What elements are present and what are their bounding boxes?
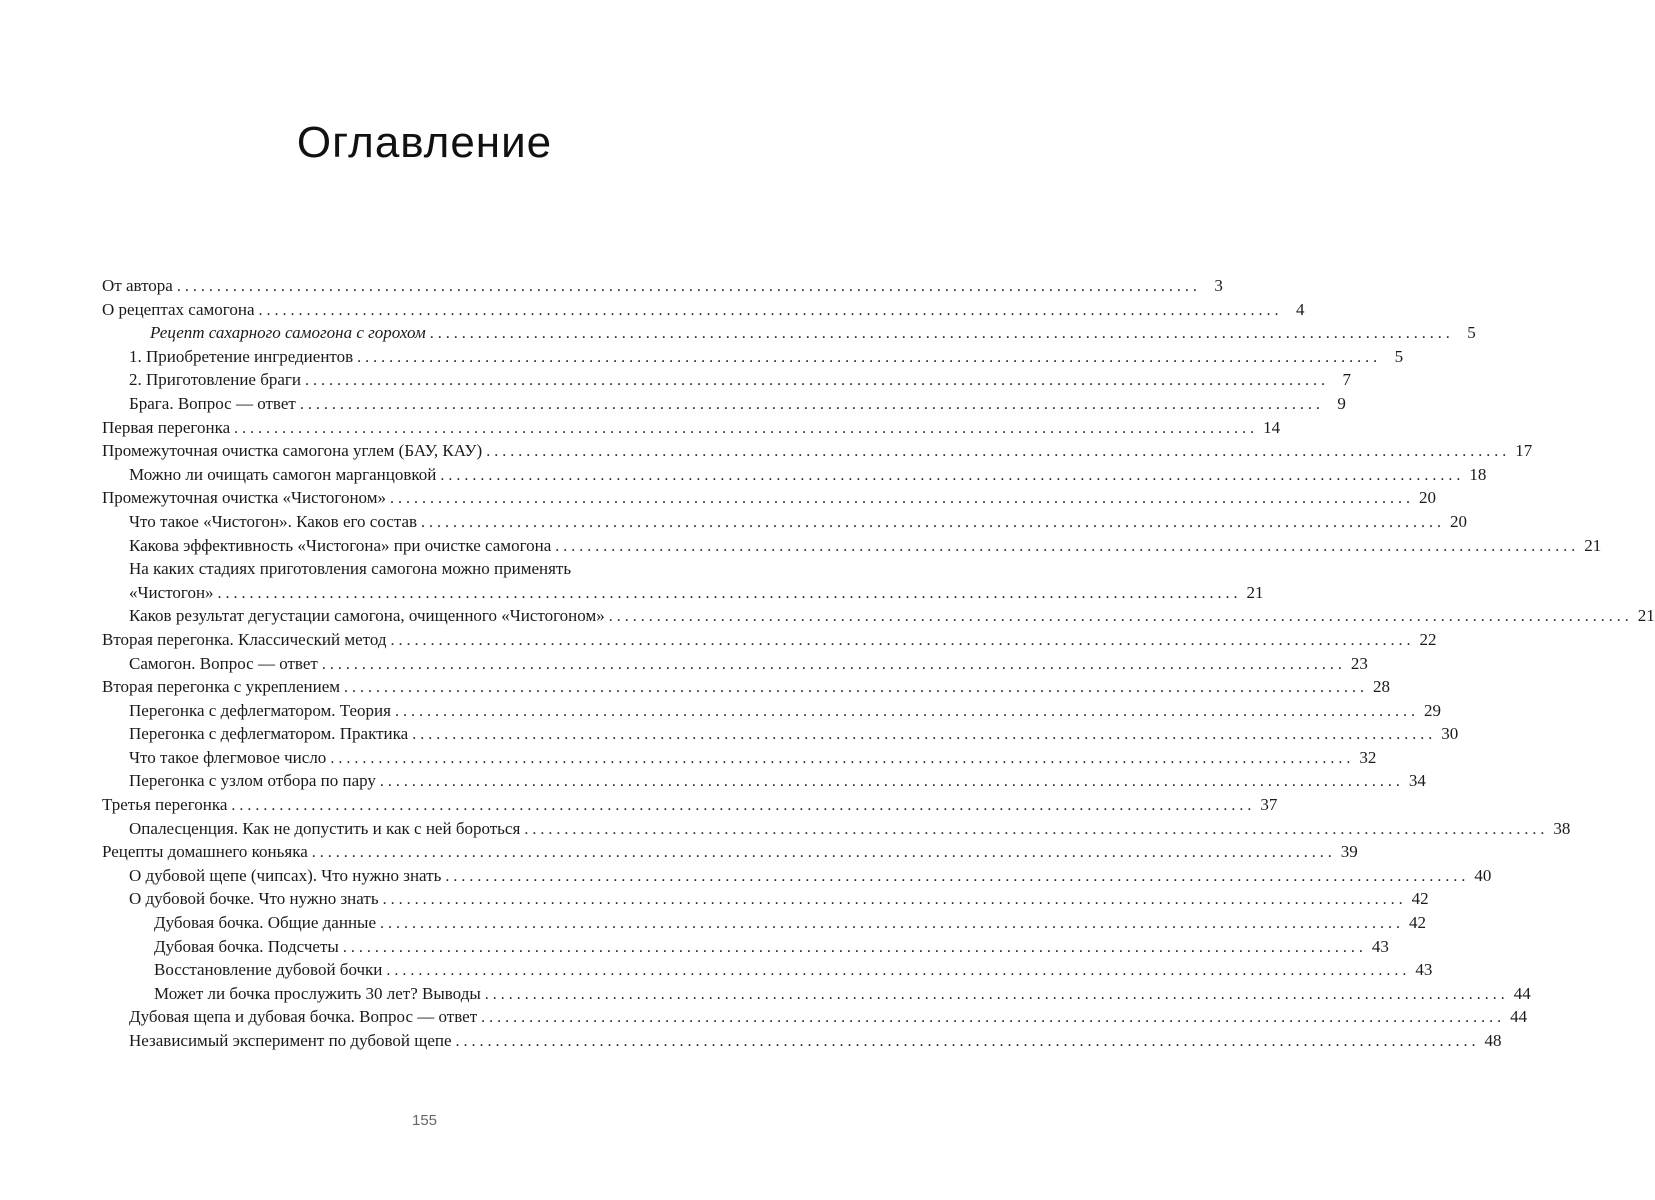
toc-entry — [102, 911, 1427, 935]
toc-entry — [102, 793, 1278, 817]
toc-entry-title: Перегонка с дефлегматором. Теория — [129, 700, 391, 720]
toc-entry-page: 20 — [1450, 511, 1468, 531]
toc-entry — [102, 557, 748, 581]
toc-entry-page: 28 — [1373, 677, 1391, 697]
toc-entry-title: Рецепт сахарного самогона с горохом — [150, 323, 426, 343]
toc-entry — [102, 935, 1389, 959]
toc-leader-dots — [555, 535, 1575, 559]
toc-entry-title: Самогон. Вопрос — ответ — [129, 653, 318, 673]
toc-entry-page: 29 — [1423, 700, 1441, 720]
toc-entry-title: Брага. Вопрос — ответ — [129, 393, 296, 413]
toc-leader-dots — [300, 393, 1320, 417]
toc-entry-page: 44 — [1513, 983, 1531, 1003]
toc-entry-title: На каких стадиях приготовления самогона можно применять — [129, 559, 572, 579]
toc-entry-page: 32 — [1359, 747, 1377, 767]
toc-entry — [102, 628, 1437, 652]
toc-leader-dots — [380, 770, 1400, 794]
toc-leader-dots — [486, 440, 1506, 464]
toc-entry — [102, 345, 1404, 369]
toc-entry — [102, 510, 1468, 534]
toc-entry-page: 21 — [1584, 535, 1602, 555]
toc-entry — [102, 604, 1655, 628]
toc-entry — [102, 675, 1391, 699]
toc-entry — [102, 463, 1487, 487]
toc-entry-title: О дубовой бочке. Что нужно знать — [129, 889, 379, 909]
toc-leader-dots — [357, 346, 1377, 370]
toc-leader-dots — [386, 959, 1406, 983]
toc-entry-page: 3 — [1214, 276, 1223, 295]
toc-entry-title: Что такое «Чистогон». Каков его состав — [129, 511, 418, 531]
toc-entry — [102, 368, 1351, 392]
toc-entry-page: 9 — [1337, 393, 1346, 413]
toc-entry — [102, 769, 1426, 793]
toc-entry-page: 22 — [1419, 629, 1437, 649]
toc-leader-dots — [330, 747, 1350, 771]
toc-entry-title: Перегонка с узлом отбора по пару — [129, 771, 376, 791]
toc-leader-dots — [344, 676, 1364, 700]
toc-entry-title: Первая перегонка — [102, 417, 231, 437]
toc-leader-dots — [456, 1030, 1476, 1054]
toc-leader-dots — [218, 582, 1238, 606]
toc-entry-page: 21 — [1246, 582, 1264, 602]
toc-entry — [102, 864, 1492, 888]
toc-entry-page: 21 — [1637, 606, 1655, 626]
toc-leader-dots — [177, 275, 1197, 299]
toc-entry-page: 5 — [1467, 323, 1476, 343]
toc-entry-page: 38 — [1553, 818, 1571, 838]
toc-entry-title: Промежуточная очистка «Чистогоном» — [102, 488, 386, 508]
toc-entry-title: Вторая перегонка. Классический метод — [102, 629, 387, 649]
toc-leader-dots — [380, 912, 1400, 936]
toc-entry-title: Третья перегонка — [102, 795, 228, 815]
toc-entry-title: От автора — [102, 276, 173, 295]
toc-leader-dots — [343, 936, 1363, 960]
toc-entry-title: Перегонка с дефлегматором. Практика — [129, 724, 409, 744]
table-of-contents — [102, 274, 1655, 1053]
toc-leader-dots — [445, 865, 1465, 889]
toc-entry — [102, 581, 1264, 605]
toc-leader-dots — [430, 322, 1450, 346]
toc-entry-title: О рецептах самогона — [102, 299, 255, 319]
toc-entry-title: Дубовая щепа и дубовая бочка. Вопрос — ответ — [129, 1007, 478, 1027]
toc-entry — [102, 817, 1571, 841]
toc-entry-page: 23 — [1350, 653, 1368, 673]
toc-entry-page: 17 — [1515, 441, 1533, 461]
toc-entry — [102, 887, 1429, 911]
page-title: Оглавление — [296, 118, 553, 167]
toc-entry — [102, 652, 1368, 676]
toc-entry-page: 34 — [1408, 771, 1426, 791]
toc-entry-page: 4 — [1296, 299, 1305, 319]
toc-leader-dots — [305, 369, 1325, 393]
toc-entry — [102, 321, 1476, 345]
toc-entry-page: 43 — [1371, 936, 1389, 956]
toc-entry — [102, 982, 1531, 1006]
toc-entry-page: 20 — [1419, 488, 1436, 508]
toc-leader-dots — [234, 417, 1254, 441]
toc-leader-dots — [481, 1006, 1501, 1030]
toc-entry-page: 48 — [1484, 1031, 1502, 1050]
toc-entry-title: Независимый эксперимент по дубовой щепе — [129, 1031, 452, 1050]
toc-entry-title: Рецепты домашнего коньяка — [102, 842, 308, 862]
toc-entry — [102, 298, 1305, 322]
toc-entry-page: 43 — [1415, 960, 1433, 980]
toc-entry-title: 2. Приготовление браги — [129, 370, 301, 390]
toc-entry-title: Может ли бочка прослужить 30 лет? Выводы — [154, 983, 481, 1003]
toc-entry — [102, 274, 1223, 298]
toc-entry-page: 39 — [1340, 842, 1358, 862]
toc-entry-title: Что такое флегмовое число — [129, 747, 327, 767]
toc-entry — [102, 722, 1459, 746]
toc-entry — [102, 486, 1436, 510]
toc-entry-title: «Чистогон» — [129, 582, 214, 602]
toc-entry-page: 42 — [1411, 889, 1429, 909]
toc-leader-dots — [412, 723, 1432, 747]
toc-entry-title: Промежуточная очистка самогона углем (БАУ, КАУ) — [102, 441, 483, 461]
toc-entry — [102, 534, 1602, 558]
toc-entry-page: 18 — [1469, 464, 1487, 484]
toc-entry-page: 42 — [1409, 913, 1427, 933]
toc-entry-title: Опалесценция. Как не допустить и как с ней бороться — [129, 818, 521, 838]
toc-entry-page: 37 — [1260, 795, 1278, 815]
toc-leader-dots — [421, 511, 1441, 535]
toc-entry-page: 5 — [1394, 346, 1404, 366]
toc-entry — [102, 392, 1346, 416]
toc-entry-title: Какова эффективность «Чистогона» при очистке самогона — [129, 535, 552, 555]
toc-leader-dots — [391, 629, 1411, 653]
toc-entry — [102, 1005, 1528, 1029]
toc-entry — [102, 840, 1358, 864]
toc-entry — [102, 746, 1377, 770]
toc-leader-dots — [390, 487, 1410, 511]
toc-entry-title: О дубовой щепе (чипсах). Что нужно знать — [129, 865, 442, 885]
toc-entry — [102, 416, 1281, 440]
toc-leader-dots — [259, 299, 1279, 323]
toc-entry-page: 30 — [1441, 724, 1459, 744]
toc-entry — [102, 1029, 1502, 1053]
toc-leader-dots — [322, 653, 1342, 677]
toc-entry-page: 40 — [1474, 865, 1492, 885]
toc-leader-dots — [524, 818, 1544, 842]
toc-entry-title: Дубовая бочка. Подсчеты — [154, 936, 339, 956]
toc-entry — [102, 439, 1533, 463]
toc-entry — [102, 958, 1433, 982]
toc-entry-title: Вторая перегонка с укреплением — [102, 677, 341, 697]
toc-leader-dots — [485, 983, 1505, 1007]
toc-entry-page: 7 — [1342, 370, 1351, 390]
toc-entry-title: Дубовая бочка. Общие данные — [154, 913, 377, 933]
toc-leader-dots — [312, 841, 1332, 865]
toc-entry-title: Можно ли очищать самогон марганцовкой — [129, 464, 437, 484]
toc-entry-page: 14 — [1263, 417, 1281, 437]
toc-leader-dots — [395, 700, 1415, 724]
toc-leader-dots — [383, 888, 1403, 912]
toc-leader-dots — [609, 605, 1629, 629]
toc-entry-title: 1. Приобретение ингредиентов — [129, 346, 354, 366]
page-number: 155 — [411, 1112, 438, 1129]
toc-entry-page: 44 — [1510, 1007, 1528, 1027]
toc-entry — [102, 699, 1441, 723]
toc-entry-title: Каков результат дегустации самогона, очищенного «Чистогоном» — [129, 606, 605, 626]
toc-entry-title: Восстановление дубовой бочки — [154, 960, 383, 980]
toc-leader-dots — [231, 794, 1251, 818]
toc-leader-dots — [440, 464, 1460, 488]
